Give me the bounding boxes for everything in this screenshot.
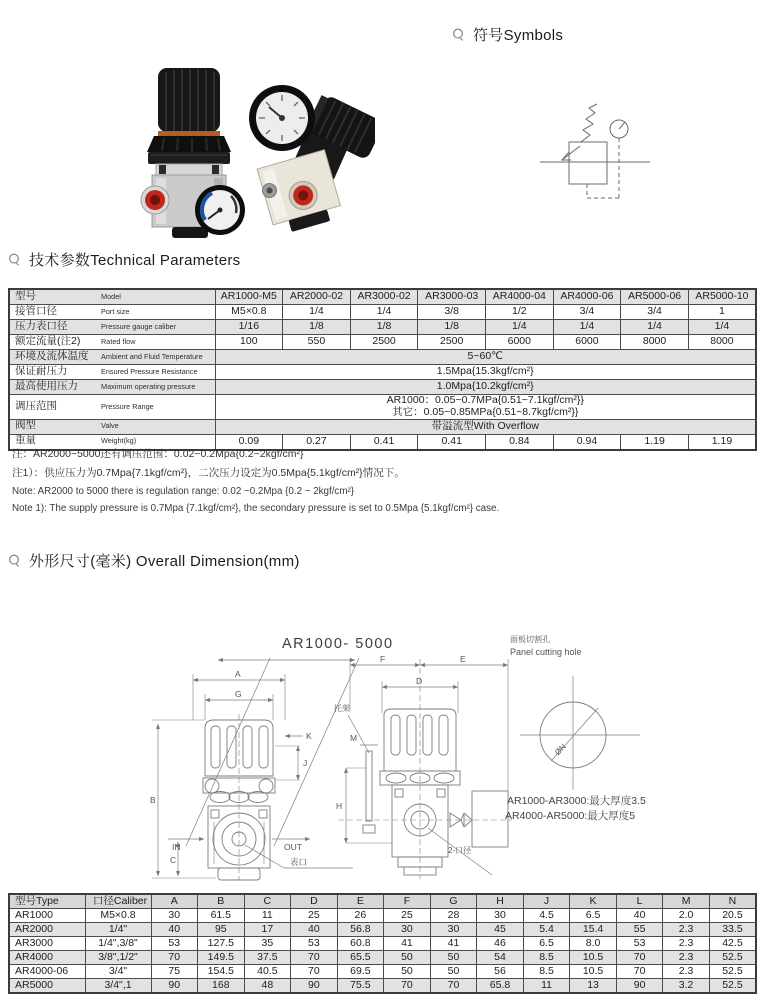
- dim-value-cell: 70: [291, 951, 338, 965]
- value-cell: 3/8: [418, 305, 486, 320]
- dim-value-cell: 37.5: [244, 951, 291, 965]
- dim-value-cell: 30: [384, 923, 431, 937]
- value-cell: 0.27: [283, 434, 351, 450]
- dim-value-cell: 168: [198, 979, 245, 994]
- value-cell: 1/4: [688, 320, 756, 335]
- front-view-drawing: [148, 648, 363, 883]
- tech-table-row: [9, 305, 756, 320]
- dim-table-row: [9, 951, 756, 965]
- dim-value-cell: 52.5: [709, 951, 756, 965]
- dim-value-cell: 3/4": [85, 965, 151, 979]
- dim-label-m: M: [350, 733, 358, 743]
- dim-value-cell: 8.5: [523, 965, 570, 979]
- dim-value-cell: 4.5: [523, 909, 570, 923]
- technical-heading-text: 技术参数Technical Parameters: [29, 252, 241, 269]
- value-cell: 0.41: [418, 434, 486, 450]
- dim-value-cell: 40: [151, 923, 198, 937]
- dim-model-cell: AR1000: [9, 909, 85, 923]
- value-cell: 1.19: [621, 434, 689, 450]
- tech-table-row: [9, 365, 756, 380]
- dim-value-cell: 25: [384, 909, 431, 923]
- value-cell: 1/4: [283, 305, 351, 320]
- dim-header-row: [9, 894, 756, 909]
- dim-value-cell: 40: [291, 923, 338, 937]
- dim-value-cell: 90: [291, 979, 338, 994]
- dim-value-cell: 61.5: [198, 909, 245, 923]
- value-cell: AR5000-06: [621, 289, 689, 305]
- dim-value-cell: 2.0: [663, 909, 710, 923]
- dim-table-row: [9, 979, 756, 994]
- dim-value-cell: 50: [384, 965, 431, 979]
- dim-value-cell: 6.5: [570, 909, 617, 923]
- value-cell: 1/4: [553, 320, 621, 335]
- dim-label-g: G: [235, 689, 242, 699]
- technical-parameters-heading: [8, 249, 240, 270]
- dim-label-j: J: [303, 758, 308, 768]
- magnifier-icon: [452, 28, 466, 42]
- value-cell: 8000: [621, 335, 689, 350]
- dim-value-cell: 56: [477, 965, 524, 979]
- technical-parameters-table: [8, 288, 757, 451]
- value-cell: 1/4: [486, 320, 554, 335]
- magnifier-icon: [8, 554, 22, 568]
- row-label-cell: 接管口径 Port size: [9, 305, 215, 320]
- dim-table-row: [9, 965, 756, 979]
- dim-value-cell: 1/4": [85, 923, 151, 937]
- dim-model-cell: AR3000: [9, 937, 85, 951]
- dim-value-cell: 2.3: [663, 923, 710, 937]
- dim-value-cell: 28: [430, 909, 477, 923]
- dim-value-cell: 11: [523, 979, 570, 994]
- dim-value-cell: 2.3: [663, 951, 710, 965]
- row-label-cell: 阀型 Valve: [9, 419, 215, 434]
- dim-value-cell: 2.3: [663, 965, 710, 979]
- dim-value-cell: 65.5: [337, 951, 384, 965]
- dimension-table: [8, 893, 757, 994]
- dim-value-cell: M5×0.8: [85, 909, 151, 923]
- dim-header-cell: 口径Caliber: [85, 894, 151, 909]
- dim-value-cell: 75: [151, 965, 198, 979]
- dim-model-cell: AR2000: [9, 923, 85, 937]
- dim-value-cell: 127.5: [198, 937, 245, 951]
- dim-model-cell: AR4000: [9, 951, 85, 965]
- dim-value-cell: 33.5: [709, 923, 756, 937]
- value-cell: 1/8: [418, 320, 486, 335]
- dim-header-cell: M: [663, 894, 710, 909]
- span-value-cell: 1.5Mpa{15.3kgf/cm²}: [215, 365, 756, 380]
- value-cell: 1/16: [215, 320, 283, 335]
- dim-value-cell: 60.8: [337, 937, 384, 951]
- dim-value-cell: 30: [430, 923, 477, 937]
- dim-value-cell: 48: [244, 979, 291, 994]
- dim-value-cell: 3.2: [663, 979, 710, 994]
- dimension-heading-text: 外形尺寸(毫米) Overall Dimension(mm): [29, 553, 300, 570]
- dim-value-cell: 149.5: [198, 951, 245, 965]
- dim-value-cell: 45: [477, 923, 524, 937]
- dim-value-cell: 40.5: [244, 965, 291, 979]
- value-cell: AR4000-04: [486, 289, 554, 305]
- dim-value-cell: 20.5: [709, 909, 756, 923]
- notes-block: [12, 446, 712, 518]
- dim-model-cell: AR5000: [9, 979, 85, 994]
- dim-header-cell: L: [616, 894, 663, 909]
- value-cell: 1/4: [350, 305, 418, 320]
- dim-header-cell: C: [244, 894, 291, 909]
- tech-table-row: [9, 395, 756, 420]
- note-line: 注：AR2000~5000还有调压范围：0.02~0.2Mpa{0.2~2kgf/cm²}: [12, 448, 304, 460]
- dim-label-a: A: [235, 669, 241, 679]
- tech-table-row: [9, 380, 756, 395]
- dim-header-cell: J: [523, 894, 570, 909]
- note-line: 注1）：供应压力为0.7Mpa{7.1kgf/cm²}，二次压力设定为0.5Mpa{5.1kgf/cm²}情况下。: [12, 467, 405, 479]
- value-cell: AR5000-10: [688, 289, 756, 305]
- dim-value-cell: 40: [616, 909, 663, 923]
- regulator-photo-front: [141, 68, 245, 238]
- tech-table-row: [9, 320, 756, 335]
- value-cell: M5×0.8: [215, 305, 283, 320]
- dim-value-cell: 90: [616, 979, 663, 994]
- dim-value-cell: 5.4: [523, 923, 570, 937]
- dim-value-cell: 10.5: [570, 951, 617, 965]
- row-label-cell: 压力表口径 Pressure gauge caliber: [9, 320, 215, 335]
- row-label-cell: 型号 Model: [9, 289, 215, 305]
- dim-value-cell: 6.5: [523, 937, 570, 951]
- dim-value-cell: 42.5: [709, 937, 756, 951]
- tech-table-row: [9, 419, 756, 434]
- diameter-label: ØN: [553, 742, 568, 758]
- dim-value-cell: 70: [151, 951, 198, 965]
- note-line: Note 1): The supply pressure is 0.7Mpa {7.1kgf/cm²}, the secondary pressure is set to 0.5Mpa {5.1kgf/cm²} case.: [12, 503, 500, 514]
- row-label-cell: 环境及流体温度 Ambient and Fluid Temperature: [9, 350, 215, 365]
- dim-value-cell: 41: [430, 937, 477, 951]
- dim-label-f: F: [380, 654, 386, 664]
- dim-value-cell: 50: [430, 951, 477, 965]
- value-cell: 8000: [688, 335, 756, 350]
- dim-value-cell: 2.3: [663, 937, 710, 951]
- dim-value-cell: 70: [616, 965, 663, 979]
- tech-table-row: [9, 350, 756, 365]
- value-cell: 1/8: [283, 320, 351, 335]
- value-cell: 1/8: [350, 320, 418, 335]
- dim-value-cell: 50: [384, 951, 431, 965]
- dim-label-gauge-port: 表口: [290, 857, 308, 867]
- ports-label: 2-口径: [448, 846, 472, 855]
- dim-header-cell: D: [291, 894, 338, 909]
- dim-header-cell: N: [709, 894, 756, 909]
- dim-value-cell: 53: [291, 937, 338, 951]
- span-value-cell: AR1000：0.05~0.7MPa{0.51~7.1kgf/cm²}} 其它：0.05~0.85MPa{0.51~8.7kgf/cm²}}: [215, 395, 756, 420]
- value-cell: AR2000-02: [283, 289, 351, 305]
- dim-table-row: [9, 937, 756, 951]
- value-cell: 3/4: [621, 305, 689, 320]
- dim-value-cell: 52.5: [709, 965, 756, 979]
- row-label-cell: 最高使用压力 Maximum operating pressure: [9, 380, 215, 395]
- value-cell: 2500: [418, 335, 486, 350]
- panel-hole-drawing: [518, 672, 658, 792]
- value-cell: 0.41: [350, 434, 418, 450]
- row-label-cell: 额定流量(注2) Rated flow: [9, 335, 215, 350]
- dim-value-cell: 41: [384, 937, 431, 951]
- dim-value-cell: 17: [244, 923, 291, 937]
- dim-table-row: [9, 923, 756, 937]
- dim-value-cell: 55: [616, 923, 663, 937]
- span-value-cell: 带溢流型With Overflow: [215, 419, 756, 434]
- value-cell: 0.09: [215, 434, 283, 450]
- value-cell: AR3000-03: [418, 289, 486, 305]
- dim-value-cell: 53: [151, 937, 198, 951]
- value-cell: AR3000-02: [350, 289, 418, 305]
- dim-value-cell: 35: [244, 937, 291, 951]
- value-cell: 0.84: [486, 434, 554, 450]
- dim-header-cell: E: [337, 894, 384, 909]
- note-line: Note: AR2000 to 5000 there is regulation range: 0.02 ~0.2Mpa {0.2 ~ 2kgf/cm²}: [12, 486, 355, 497]
- value-cell: 2500: [350, 335, 418, 350]
- dim-label-h: H: [336, 801, 343, 811]
- panel-thickness-note-2: AR4000-AR5000:最大厚度5: [505, 810, 636, 822]
- dim-value-cell: 15.4: [570, 923, 617, 937]
- drawing-title: AR1000- 5000: [282, 636, 394, 652]
- dim-value-cell: 95: [198, 923, 245, 937]
- dim-value-cell: 26: [337, 909, 384, 923]
- dim-value-cell: 25: [291, 909, 338, 923]
- dim-value-cell: 70: [291, 965, 338, 979]
- row-label-cell: 调压范围 Pressure Range: [9, 395, 215, 420]
- dim-value-cell: 30: [477, 909, 524, 923]
- dim-header-cell: A: [151, 894, 198, 909]
- dim-header-cell: H: [477, 894, 524, 909]
- value-cell: 1/4: [621, 320, 689, 335]
- panel-thickness-note-1: AR1000-AR3000:最大厚度3.5: [507, 795, 646, 807]
- dim-value-cell: 3/8",1/2": [85, 951, 151, 965]
- dim-header-cell: K: [570, 894, 617, 909]
- tech-table-row: [9, 335, 756, 350]
- dim-value-cell: 53: [616, 937, 663, 951]
- tech-table-row: [9, 289, 756, 305]
- panel-hole-label-en: Panel cutting hole: [510, 647, 582, 657]
- value-cell: 1/2: [486, 305, 554, 320]
- row-label-cell: 保证耐压力 Ensured Pressure Resistance: [9, 365, 215, 380]
- pneumatic-symbol: [540, 102, 675, 224]
- dim-value-cell: 8.0: [570, 937, 617, 951]
- dim-label-d: D: [416, 676, 423, 686]
- overall-dimension-heading: [8, 550, 300, 571]
- product-photos: [110, 58, 375, 238]
- value-cell: 3/4: [553, 305, 621, 320]
- dim-header-cell: 型号Type: [9, 894, 85, 909]
- dim-value-cell: 13: [570, 979, 617, 994]
- dim-header-cell: G: [430, 894, 477, 909]
- value-cell: 6000: [553, 335, 621, 350]
- dim-table-row: [9, 909, 756, 923]
- dim-model-cell: AR4000-06: [9, 965, 85, 979]
- dim-value-cell: 10.5: [570, 965, 617, 979]
- value-cell: 1: [688, 305, 756, 320]
- dim-value-cell: 70: [384, 979, 431, 994]
- dim-label-b: B: [150, 795, 156, 805]
- dim-label-c: C: [170, 855, 177, 865]
- value-cell: 550: [283, 335, 351, 350]
- dim-value-cell: 154.5: [198, 965, 245, 979]
- dim-value-cell: 65.8: [477, 979, 524, 994]
- dim-value-cell: 46: [477, 937, 524, 951]
- value-cell: AR4000-06: [553, 289, 621, 305]
- dim-label-k: K: [306, 731, 312, 741]
- panel-hole-label-cn: 面板切割孔: [510, 635, 550, 644]
- value-cell: AR1000-M5: [215, 289, 283, 305]
- dim-value-cell: 11: [244, 909, 291, 923]
- dim-value-cell: 75.5: [337, 979, 384, 994]
- magnifier-icon: [8, 253, 22, 267]
- dim-header-cell: B: [198, 894, 245, 909]
- value-cell: 6000: [486, 335, 554, 350]
- dim-label-in: IN: [172, 842, 181, 852]
- bracket-label: 托架: [334, 704, 350, 713]
- span-value-cell: 5~60℃: [215, 350, 756, 365]
- symbols-heading-text: 符号Symbols: [473, 27, 564, 44]
- span-value-cell: 1.0Mpa{10.2kgf/cm²}: [215, 380, 756, 395]
- dim-value-cell: 50: [430, 965, 477, 979]
- dim-header-cell: F: [384, 894, 431, 909]
- dim-value-cell: 70: [616, 951, 663, 965]
- dim-value-cell: 3/4",1: [85, 979, 151, 994]
- dim-label-e: E: [460, 654, 466, 664]
- value-cell: 100: [215, 335, 283, 350]
- row-label-cell: 重量 Weight(kg): [9, 434, 215, 450]
- value-cell: 1.19: [688, 434, 756, 450]
- dim-value-cell: 70: [430, 979, 477, 994]
- dim-value-cell: 90: [151, 979, 198, 994]
- dim-value-cell: 69.5: [337, 965, 384, 979]
- dim-value-cell: 52.5: [709, 979, 756, 994]
- side-view-drawing: [332, 653, 517, 883]
- symbols-heading: [452, 24, 563, 45]
- dim-value-cell: 8.5: [523, 951, 570, 965]
- dim-value-cell: 1/4",3/8": [85, 937, 151, 951]
- dim-value-cell: 54: [477, 951, 524, 965]
- dim-value-cell: 30: [151, 909, 198, 923]
- regulator-photo-angled: [249, 85, 375, 237]
- dim-label-out: OUT: [284, 842, 302, 852]
- value-cell: 0.94: [553, 434, 621, 450]
- dim-value-cell: 56.8: [337, 923, 384, 937]
